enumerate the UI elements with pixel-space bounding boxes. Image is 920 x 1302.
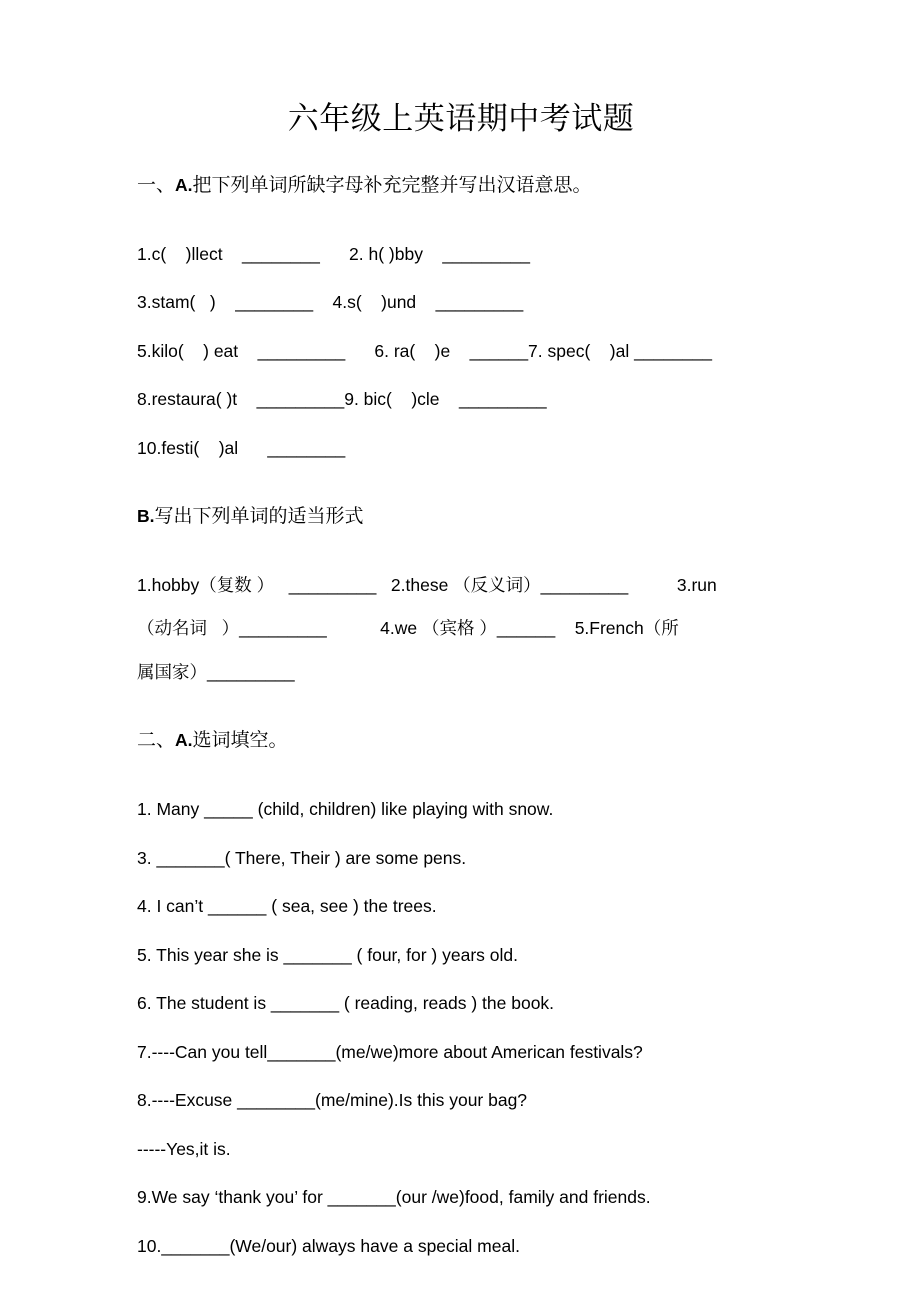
section-one-number: 一、 (137, 174, 176, 196)
question-item: 3. _______( There, Their ) are some pens. (137, 847, 467, 868)
section-one-heading-text: 把下列单词所缺字母补充完整并写出汉语意思。 (192, 174, 592, 196)
spacer (137, 964, 820, 995)
spacer (137, 638, 820, 664)
spacer (137, 916, 820, 947)
section-two-heading-text: 选词填空。 (192, 730, 288, 752)
spacer (137, 1158, 820, 1189)
spacer (137, 1013, 820, 1044)
question-item: 7.----Can you tell_______(me/we)more about American festivals? (137, 1041, 643, 1062)
question-item: 5. This year she is _______ ( four, for ) years old. (137, 944, 518, 965)
page-title: 六年级上英语期中考试题 (287, 101, 635, 136)
question-row: 8.restaura( )t _________9. bic( )cle _________ (137, 389, 547, 410)
question-item: 1. Many _____ (child, children) like playing with snow. (137, 799, 554, 820)
spacer (137, 867, 820, 898)
question-row: 3.stam( ) ________ 4.s( )und _________ (137, 292, 524, 313)
question-row: 1.c( )llect ________ 2. h( )bby _________ (137, 243, 531, 264)
spacer (137, 312, 820, 343)
section-one-part-label: A. (175, 174, 193, 195)
question-item: 8.----Excuse ________(me/mine).Is this your bag? (137, 1090, 528, 1111)
spacer (137, 215, 820, 246)
question-item: 6. The student is _______ ( reading, reads ) the book. (137, 993, 555, 1014)
spacer (137, 139, 820, 157)
spacer (137, 360, 820, 391)
question-item: 4. I can’t ______ ( sea, see ) the trees. (137, 896, 437, 917)
section-two-heading (137, 730, 820, 752)
question-row: 属国家）_________ (137, 661, 295, 682)
question-row: 10.festi( )al ________ (137, 437, 346, 458)
answer-line: -----Yes,it is. (137, 1138, 231, 1159)
spacer (137, 1110, 820, 1141)
spacer (137, 409, 820, 440)
section-one-heading (137, 175, 820, 197)
section-two-part-label: A. (175, 730, 193, 751)
spacer (137, 546, 820, 577)
spacer (137, 770, 820, 801)
section-one-b-heading-text: 写出下列单词的适当形式 (154, 506, 364, 528)
question-row: 1.hobby（复数 ） _________ 2.these （反义词）_________ 3.run (137, 574, 717, 595)
section-two-number: 二、 (137, 730, 176, 752)
spacer (137, 819, 820, 850)
section-one-b-heading (137, 506, 820, 528)
spacer (137, 263, 820, 294)
question-item: 10._______(We/our) always have a special meal. (137, 1235, 520, 1256)
section-one-b-label: B. (137, 506, 155, 527)
spacer (137, 594, 820, 620)
question-item: 9.We say ‘thank you’ for _______(our /we)food, family and friends. (137, 1187, 651, 1208)
spacer (137, 1061, 820, 1092)
spacer (137, 457, 820, 488)
spacer (137, 681, 820, 712)
question-row: （动名词 ）_________ 4.we （宾格 ）______ 5.French（所 (137, 618, 679, 639)
question-row: 5.kilo( ) eat _________ 6. ra( )e ______7. spec( )al ________ (137, 340, 712, 361)
spacer (137, 1207, 820, 1238)
